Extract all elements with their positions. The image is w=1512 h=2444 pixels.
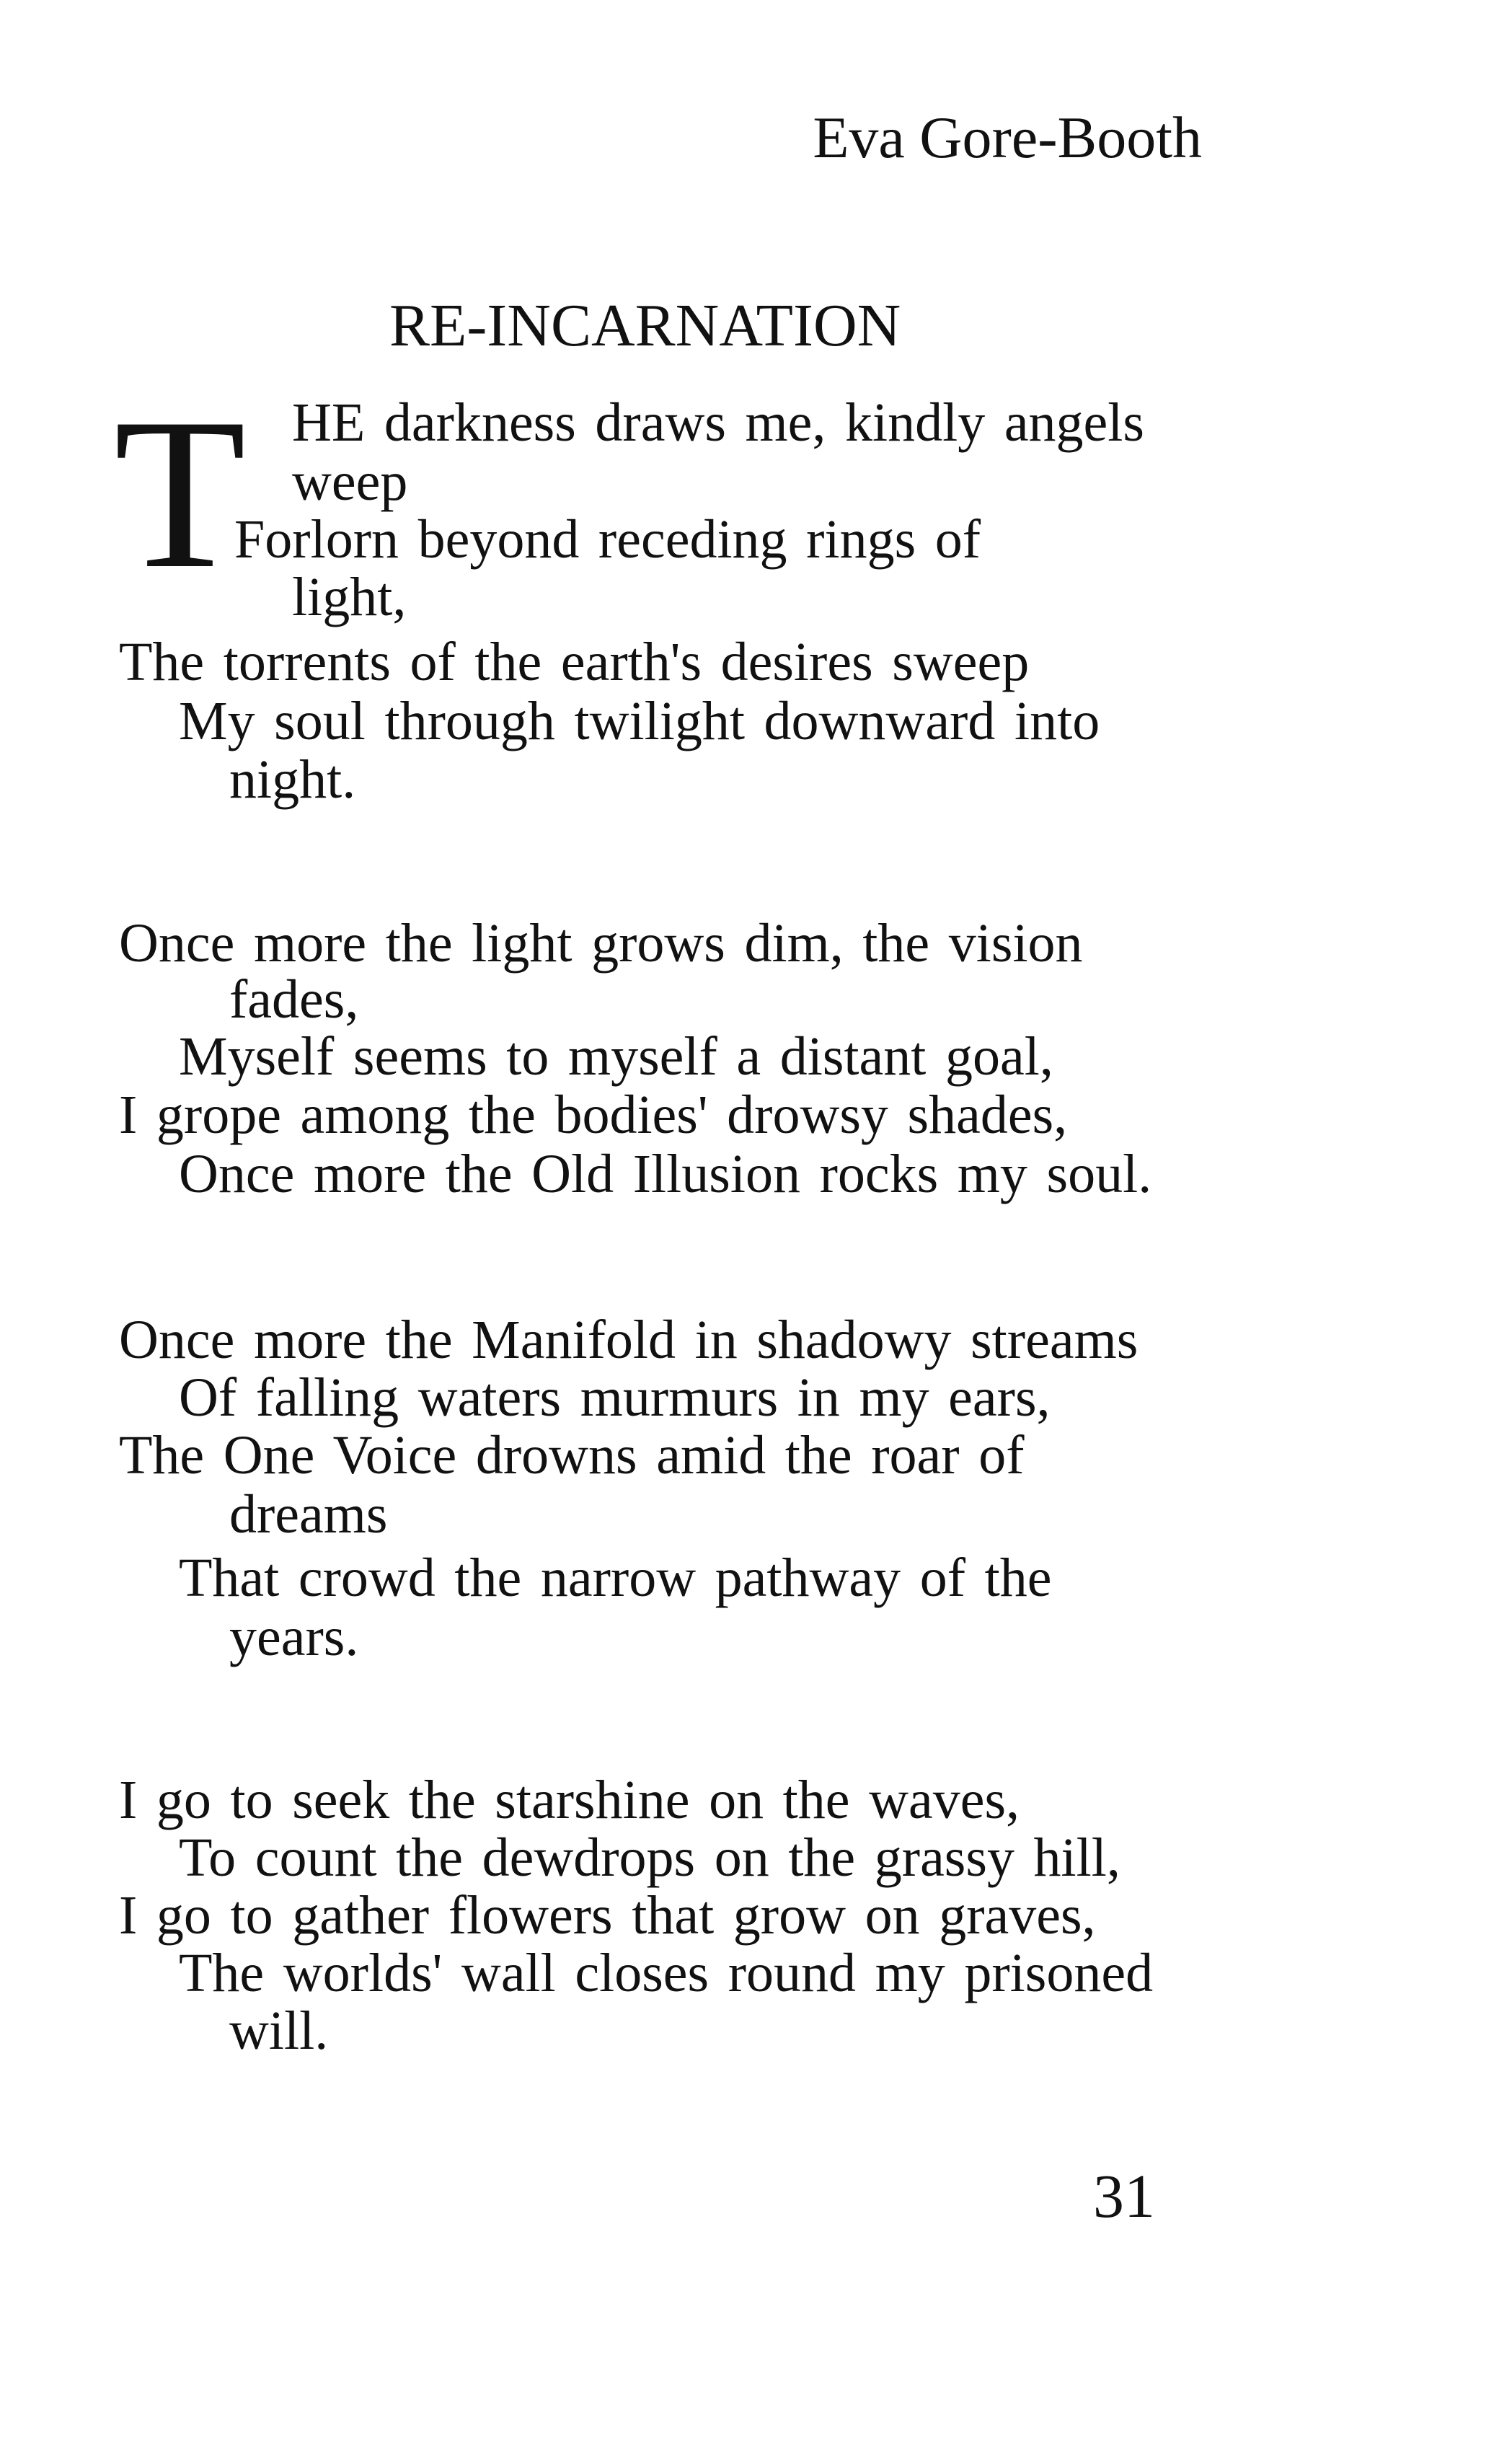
poem-line: Once more the light grows dim, the vision [119, 913, 1083, 974]
poem-line: dreams [229, 1484, 388, 1545]
poem-line: weep [292, 451, 408, 512]
poem-line: I grope among the bodies' drowsy shades, [119, 1085, 1068, 1145]
poem-line: will. [229, 2000, 329, 2061]
page-number: 31 [1093, 2161, 1155, 2231]
poem-title: RE-INCARNATION [389, 292, 901, 359]
poem-line: fades, [229, 969, 359, 1030]
poem-line: Myself seems to myself a distant goal, [179, 1026, 1053, 1087]
poem-line: I go to seek the starshine on the waves, [119, 1770, 1020, 1830]
poem-line: Of falling waters murmurs in my ears, [179, 1367, 1051, 1428]
poem-line: My soul through twilight downward into [179, 691, 1100, 751]
poem-line: The One Voice drowns amid the roar of [119, 1425, 1025, 1486]
drop-cap: T [114, 374, 247, 613]
poem-line: Forlorn beyond receding rings of [234, 509, 981, 570]
poem-line: Once more the Old Illusion rocks my soul. [179, 1144, 1152, 1204]
running-header-author: Eva Gore-Booth [813, 105, 1202, 170]
poem-line: Once more the Manifold in shadowy streams [119, 1310, 1139, 1370]
poem-line: light, [292, 567, 407, 627]
poem-line: night. [229, 749, 356, 810]
poem-line: I go to gather flowers that grow on graves, [119, 1885, 1096, 1946]
poem-line: HE darkness draws me, kindly angels [292, 392, 1144, 453]
poem-line: years. [229, 1607, 359, 1667]
poem-line: The worlds' wall closes round my prisoned [179, 1943, 1154, 2003]
poem-line: To count the dewdrops on the grassy hill, [179, 1827, 1120, 1888]
poem-line: The torrents of the earth's desires sweep [119, 632, 1030, 692]
poem-line: That crowd the narrow pathway of the [179, 1548, 1052, 1608]
